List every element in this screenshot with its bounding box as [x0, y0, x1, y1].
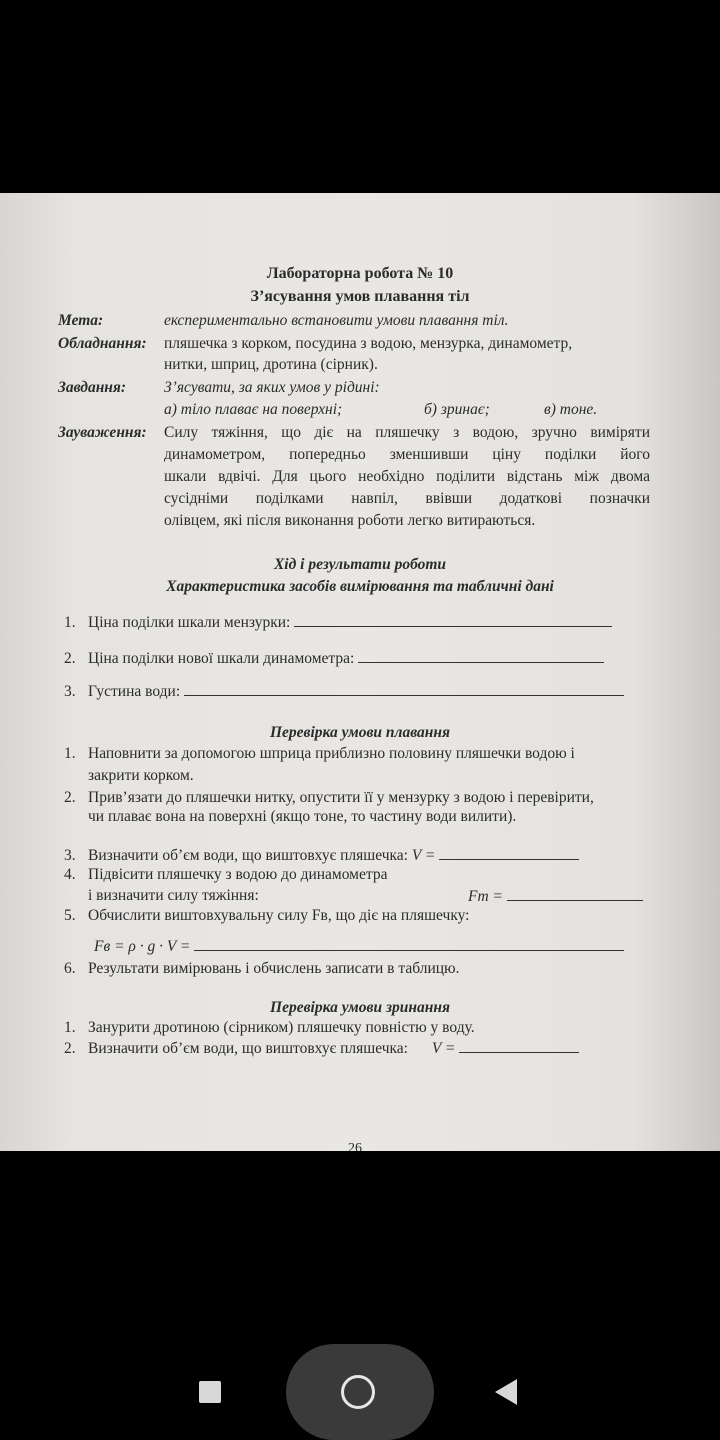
- floating-step-4: 4. Підвісити пляшечку з водою до динамометра: [64, 866, 388, 883]
- answer-blank[interactable]: [184, 681, 624, 696]
- floating-step-2-cont: чи плаває вона на поверхні (якщо тоне, то частину води вилити).: [88, 808, 517, 825]
- floating-step-6: 6. Результати вимірювань і обчислень записати в таблицю.: [64, 960, 460, 977]
- page-number: 26: [348, 1141, 362, 1151]
- gravity-variable: Fт =: [468, 888, 503, 905]
- home-icon[interactable]: [341, 1375, 375, 1409]
- surfacing-heading: Перевірка умови зринання: [270, 999, 450, 1016]
- floating-heading: Перевірка умови плавання: [269, 724, 450, 741]
- lab-title: Лабораторна робота № 10: [266, 265, 454, 282]
- answer-blank[interactable]: [294, 612, 612, 627]
- note-line-4: сусідніми поділками навпіл, ввівши додаткові позначки: [164, 490, 650, 507]
- note-line-3: шкали вдвічі. Для цього необхідно поділити відстань між двома: [164, 468, 650, 485]
- floating-step-2: 2. Прив’язати до пляшечки нитку, опустити її у мензурку з водою і перевірити,: [64, 789, 594, 806]
- buoyancy-formula: Fв = ρ · g · V =: [94, 936, 624, 957]
- task-text: З’ясувати, за яких умов у рідині:: [164, 379, 380, 396]
- goal-text: експериментально встановити умови плавання тіл.: [164, 312, 509, 329]
- volume-variable: V =: [411, 847, 436, 864]
- measure-item-1: 1. Ціна поділки шкали мензурки:: [64, 612, 612, 633]
- surfacing-step-2: 2. Визначити об’єм води, що виштовхує пляшечка: V =: [64, 1038, 579, 1059]
- gravity-force-field: [468, 886, 643, 907]
- floating-step-4-cont: і визначити силу тяжіння:: [88, 887, 259, 904]
- back-icon[interactable]: [495, 1379, 517, 1405]
- note-line-5: олівцем, які після виконання роботи легко витираються.: [164, 512, 536, 529]
- task-c: в) тоне.: [544, 401, 598, 418]
- equipment-label: Обладнання:: [58, 335, 147, 352]
- progress-subheading: Характеристика засобів вимірювання та табличні дані: [166, 578, 554, 595]
- measure-item-3: 3. Густина води:: [64, 681, 624, 702]
- recent-apps-icon[interactable]: [199, 1381, 221, 1403]
- floating-step-1: 1. Наповнити за допомогою шприца приблизно половину пляшечки водою і: [64, 745, 575, 762]
- task-label: Завдання:: [58, 379, 127, 396]
- equipment-line-1: пляшечка з корком, посудина з водою, мензурка, динамометр,: [164, 335, 573, 352]
- android-navigation-bar: [0, 1344, 720, 1440]
- goal-label: Мета:: [58, 312, 104, 329]
- answer-blank[interactable]: [439, 845, 579, 860]
- note-label: Зауваження:: [58, 424, 147, 441]
- measure-item-2: 2. Ціна поділки нової шкали динамометра:: [64, 648, 604, 669]
- equipment-line-2: нитки, шприц, дротина (сірник).: [164, 356, 378, 373]
- note-line-2: динамометром, попередньо зменшивши ціну поділки його: [164, 446, 650, 463]
- note-line-1: Силу тяжіння, що діє на пляшечку з водою, зручно виміряти: [164, 424, 650, 441]
- lab-subtitle: З’ясування умов плавання тіл: [250, 288, 470, 305]
- answer-blank[interactable]: [358, 648, 604, 663]
- floating-step-5: 5. Обчислити виштовхувальну силу Fв, що діє на пляшечку:: [64, 907, 470, 924]
- answer-blank[interactable]: [194, 936, 624, 951]
- task-a: а) тіло плаває на поверхні;: [164, 401, 343, 418]
- answer-blank[interactable]: [507, 886, 643, 901]
- floating-step-3: 3. Визначити об’єм води, що виштовхує пляшечка: V =: [64, 845, 579, 866]
- floating-step-1-cont: закрити корком.: [88, 767, 194, 784]
- document-page: [0, 193, 720, 1151]
- task-b: б) зринає;: [424, 401, 490, 418]
- progress-heading: Хід і результати роботи: [273, 556, 447, 573]
- surfacing-step-1: 1. Занурити дротиною (сірником) пляшечку повністю у воду.: [64, 1019, 475, 1036]
- answer-blank[interactable]: [459, 1038, 579, 1053]
- volume-variable: V =: [431, 1040, 456, 1057]
